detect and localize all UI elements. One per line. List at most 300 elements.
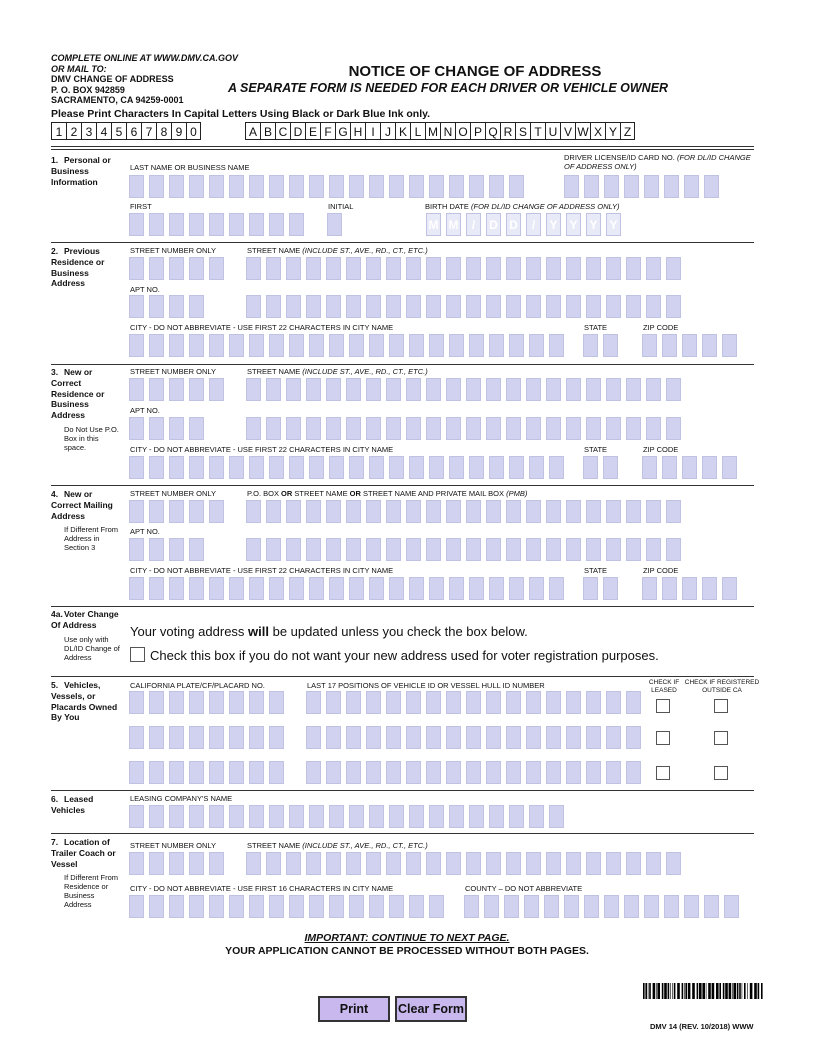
character-box[interactable]	[545, 537, 562, 562]
character-box[interactable]	[168, 894, 185, 919]
character-box[interactable]	[285, 294, 302, 319]
character-box[interactable]	[128, 294, 145, 319]
character-box[interactable]	[503, 894, 520, 919]
character-box[interactable]	[665, 256, 682, 281]
character-box[interactable]	[345, 690, 362, 715]
character-box[interactable]	[625, 294, 642, 319]
birth-date-box[interactable]: M	[445, 212, 462, 237]
character-box[interactable]	[128, 576, 145, 601]
character-box[interactable]	[445, 499, 462, 524]
character-box[interactable]	[305, 537, 322, 562]
birth-date-box[interactable]: M	[425, 212, 442, 237]
character-box[interactable]	[268, 894, 285, 919]
character-box[interactable]	[683, 894, 700, 919]
character-box[interactable]	[585, 377, 602, 402]
birth-date-box[interactable]: Y	[565, 212, 582, 237]
character-box[interactable]	[488, 804, 505, 829]
character-box[interactable]	[245, 499, 262, 524]
character-box[interactable]	[525, 760, 542, 785]
birth-date-box[interactable]: Y	[545, 212, 562, 237]
new-state-field[interactable]	[582, 455, 622, 480]
character-box[interactable]	[625, 851, 642, 876]
character-box[interactable]	[508, 804, 525, 829]
character-box[interactable]	[365, 690, 382, 715]
character-box[interactable]	[505, 760, 522, 785]
character-box[interactable]	[168, 804, 185, 829]
character-box[interactable]	[505, 725, 522, 750]
character-box[interactable]	[448, 455, 465, 480]
character-box[interactable]	[508, 455, 525, 480]
character-box[interactable]	[445, 256, 462, 281]
character-box[interactable]	[348, 333, 365, 358]
character-box[interactable]	[208, 174, 225, 199]
outside-ca-checkbox-1[interactable]	[714, 699, 728, 713]
character-box[interactable]	[525, 725, 542, 750]
character-box[interactable]	[505, 294, 522, 319]
character-box[interactable]	[445, 537, 462, 562]
character-box[interactable]	[208, 760, 225, 785]
character-box[interactable]	[465, 499, 482, 524]
character-box[interactable]	[585, 725, 602, 750]
character-box[interactable]	[365, 416, 382, 441]
character-box[interactable]	[425, 499, 442, 524]
character-box[interactable]	[288, 455, 305, 480]
character-box[interactable]	[228, 690, 245, 715]
birth-date-box[interactable]: /	[525, 212, 542, 237]
character-box[interactable]	[445, 416, 462, 441]
character-box[interactable]	[325, 294, 342, 319]
character-box[interactable]	[448, 174, 465, 199]
character-box[interactable]	[681, 333, 698, 358]
character-box[interactable]	[265, 537, 282, 562]
character-box[interactable]	[585, 760, 602, 785]
character-box[interactable]	[305, 690, 322, 715]
character-box[interactable]	[405, 499, 422, 524]
character-box[interactable]	[445, 760, 462, 785]
character-box[interactable]	[663, 894, 680, 919]
mail-street-name-field[interactable]	[245, 499, 685, 524]
character-box[interactable]	[308, 455, 325, 480]
birth-date-box[interactable]: D	[485, 212, 502, 237]
location-county-field[interactable]	[463, 894, 743, 919]
character-box[interactable]	[345, 256, 362, 281]
character-box[interactable]	[288, 212, 305, 237]
character-box[interactable]	[585, 690, 602, 715]
character-box[interactable]	[408, 174, 425, 199]
character-box[interactable]	[288, 333, 305, 358]
character-box[interactable]	[325, 851, 342, 876]
character-box[interactable]	[365, 294, 382, 319]
character-box[interactable]	[625, 760, 642, 785]
character-box[interactable]	[168, 174, 185, 199]
character-box[interactable]	[305, 416, 322, 441]
character-box[interactable]	[188, 725, 205, 750]
character-box[interactable]	[605, 690, 622, 715]
voter-opt-out-checkbox[interactable]	[130, 647, 145, 662]
character-box[interactable]	[265, 256, 282, 281]
character-box[interactable]	[405, 760, 422, 785]
character-box[interactable]	[208, 256, 225, 281]
character-box[interactable]	[468, 804, 485, 829]
character-box[interactable]	[148, 333, 165, 358]
mail-city-field[interactable]	[128, 576, 568, 601]
character-box[interactable]	[523, 894, 540, 919]
character-box[interactable]	[505, 690, 522, 715]
character-box[interactable]	[465, 537, 482, 562]
character-box[interactable]	[701, 576, 718, 601]
character-box[interactable]	[405, 416, 422, 441]
vin-field-2[interactable]	[305, 725, 645, 750]
character-box[interactable]	[681, 455, 698, 480]
birth-date-field[interactable]	[425, 212, 625, 237]
prev-state-field[interactable]	[582, 333, 622, 358]
character-box[interactable]	[188, 537, 205, 562]
character-box[interactable]	[248, 894, 265, 919]
character-box[interactable]	[425, 851, 442, 876]
character-box[interactable]	[188, 576, 205, 601]
plate-field-2[interactable]	[128, 725, 288, 750]
leased-checkbox-3[interactable]	[656, 766, 670, 780]
character-box[interactable]	[405, 690, 422, 715]
outside-ca-checkbox-2[interactable]	[714, 731, 728, 745]
character-box[interactable]	[625, 725, 642, 750]
character-box[interactable]	[445, 725, 462, 750]
character-box[interactable]	[248, 333, 265, 358]
leased-checkbox-1[interactable]	[656, 699, 670, 713]
character-box[interactable]	[525, 499, 542, 524]
character-box[interactable]	[605, 725, 622, 750]
character-box[interactable]	[428, 333, 445, 358]
character-box[interactable]	[508, 174, 525, 199]
character-box[interactable]	[268, 455, 285, 480]
character-box[interactable]	[548, 333, 565, 358]
character-box[interactable]	[505, 537, 522, 562]
character-box[interactable]	[468, 455, 485, 480]
character-box[interactable]	[148, 725, 165, 750]
mail-zip-field[interactable]	[641, 576, 741, 601]
character-box[interactable]	[348, 174, 365, 199]
character-box[interactable]	[625, 499, 642, 524]
character-box[interactable]	[645, 294, 662, 319]
character-box[interactable]	[368, 333, 385, 358]
character-box[interactable]	[288, 174, 305, 199]
character-box[interactable]	[148, 851, 165, 876]
character-box[interactable]	[665, 851, 682, 876]
location-street-name-field[interactable]	[245, 851, 685, 876]
character-box[interactable]	[348, 576, 365, 601]
character-box[interactable]	[148, 377, 165, 402]
character-box[interactable]	[288, 804, 305, 829]
character-box[interactable]	[565, 377, 582, 402]
character-box[interactable]	[168, 333, 185, 358]
character-box[interactable]	[128, 804, 145, 829]
character-box[interactable]	[468, 576, 485, 601]
character-box[interactable]	[308, 894, 325, 919]
outside-ca-checkbox-3[interactable]	[714, 766, 728, 780]
character-box[interactable]	[148, 416, 165, 441]
character-box[interactable]	[721, 333, 738, 358]
clear-form-button[interactable]: Clear Form	[395, 996, 467, 1022]
character-box[interactable]	[445, 851, 462, 876]
character-box[interactable]	[485, 256, 502, 281]
character-box[interactable]	[483, 894, 500, 919]
character-box[interactable]	[208, 455, 225, 480]
prev-city-field[interactable]	[128, 333, 568, 358]
character-box[interactable]	[365, 499, 382, 524]
character-box[interactable]	[508, 576, 525, 601]
character-box[interactable]	[168, 256, 185, 281]
character-box[interactable]	[148, 499, 165, 524]
character-box[interactable]	[485, 294, 502, 319]
character-box[interactable]	[148, 804, 165, 829]
character-box[interactable]	[661, 455, 678, 480]
character-box[interactable]	[268, 212, 285, 237]
character-box[interactable]	[405, 537, 422, 562]
character-box[interactable]	[128, 760, 145, 785]
character-box[interactable]	[525, 537, 542, 562]
character-box[interactable]	[385, 294, 402, 319]
character-box[interactable]	[128, 894, 145, 919]
character-box[interactable]	[248, 804, 265, 829]
character-box[interactable]	[365, 851, 382, 876]
character-box[interactable]	[445, 294, 462, 319]
character-box[interactable]	[545, 256, 562, 281]
character-box[interactable]	[563, 894, 580, 919]
character-box[interactable]	[528, 804, 545, 829]
character-box[interactable]	[328, 333, 345, 358]
character-box[interactable]	[545, 690, 562, 715]
character-box[interactable]	[248, 212, 265, 237]
character-box[interactable]	[325, 725, 342, 750]
character-box[interactable]	[228, 174, 245, 199]
character-box[interactable]	[505, 377, 522, 402]
character-box[interactable]	[325, 537, 342, 562]
character-box[interactable]	[425, 725, 442, 750]
character-box[interactable]	[525, 851, 542, 876]
character-box[interactable]	[148, 690, 165, 715]
character-box[interactable]	[465, 690, 482, 715]
character-box[interactable]	[326, 212, 343, 237]
birth-date-box[interactable]: D	[505, 212, 522, 237]
character-box[interactable]	[428, 174, 445, 199]
character-box[interactable]	[228, 333, 245, 358]
character-box[interactable]	[505, 256, 522, 281]
character-box[interactable]	[605, 256, 622, 281]
character-box[interactable]	[168, 725, 185, 750]
character-box[interactable]	[325, 256, 342, 281]
character-box[interactable]	[385, 377, 402, 402]
character-box[interactable]	[148, 174, 165, 199]
character-box[interactable]	[505, 851, 522, 876]
character-box[interactable]	[245, 537, 262, 562]
character-box[interactable]	[228, 760, 245, 785]
character-box[interactable]	[228, 212, 245, 237]
character-box[interactable]	[268, 804, 285, 829]
character-box[interactable]	[248, 576, 265, 601]
character-box[interactable]	[268, 576, 285, 601]
character-box[interactable]	[485, 851, 502, 876]
character-box[interactable]	[602, 576, 619, 601]
character-box[interactable]	[268, 690, 285, 715]
character-box[interactable]	[345, 499, 362, 524]
character-box[interactable]	[582, 455, 599, 480]
character-box[interactable]	[565, 851, 582, 876]
character-box[interactable]	[465, 725, 482, 750]
character-box[interactable]	[485, 725, 502, 750]
character-box[interactable]	[128, 212, 145, 237]
character-box[interactable]	[345, 377, 362, 402]
character-box[interactable]	[405, 377, 422, 402]
first-name-field[interactable]	[128, 212, 308, 237]
character-box[interactable]	[385, 416, 402, 441]
character-box[interactable]	[265, 294, 282, 319]
character-box[interactable]	[681, 576, 698, 601]
character-box[interactable]	[405, 725, 422, 750]
character-box[interactable]	[188, 499, 205, 524]
character-box[interactable]	[602, 455, 619, 480]
character-box[interactable]	[582, 576, 599, 601]
character-box[interactable]	[365, 725, 382, 750]
character-box[interactable]	[405, 294, 422, 319]
location-street-number-field[interactable]	[128, 851, 228, 876]
character-box[interactable]	[665, 294, 682, 319]
character-box[interactable]	[348, 894, 365, 919]
new-street-name-cont-field[interactable]	[245, 416, 685, 441]
character-box[interactable]	[388, 894, 405, 919]
dl-number-field[interactable]	[563, 174, 723, 199]
character-box[interactable]	[665, 499, 682, 524]
character-box[interactable]	[565, 725, 582, 750]
character-box[interactable]	[585, 499, 602, 524]
character-box[interactable]	[643, 894, 660, 919]
character-box[interactable]	[208, 851, 225, 876]
character-box[interactable]	[641, 576, 658, 601]
character-box[interactable]	[305, 760, 322, 785]
character-box[interactable]	[325, 377, 342, 402]
mail-street-number-field[interactable]	[128, 499, 228, 524]
character-box[interactable]	[548, 804, 565, 829]
character-box[interactable]	[625, 416, 642, 441]
character-box[interactable]	[565, 416, 582, 441]
character-box[interactable]	[388, 174, 405, 199]
character-box[interactable]	[128, 416, 145, 441]
character-box[interactable]	[305, 294, 322, 319]
character-box[interactable]	[585, 256, 602, 281]
character-box[interactable]	[408, 894, 425, 919]
character-box[interactable]	[425, 690, 442, 715]
character-box[interactable]	[683, 174, 700, 199]
character-box[interactable]	[425, 760, 442, 785]
new-street-number-field[interactable]	[128, 377, 228, 402]
character-box[interactable]	[208, 804, 225, 829]
character-box[interactable]	[585, 294, 602, 319]
character-box[interactable]	[703, 894, 720, 919]
character-box[interactable]	[405, 256, 422, 281]
character-box[interactable]	[345, 760, 362, 785]
character-box[interactable]	[468, 333, 485, 358]
character-box[interactable]	[368, 576, 385, 601]
character-box[interactable]	[623, 174, 640, 199]
character-box[interactable]	[305, 377, 322, 402]
character-box[interactable]	[188, 174, 205, 199]
character-box[interactable]	[368, 894, 385, 919]
character-box[interactable]	[228, 804, 245, 829]
leasing-company-field[interactable]	[128, 804, 568, 829]
character-box[interactable]	[661, 576, 678, 601]
character-box[interactable]	[468, 174, 485, 199]
character-box[interactable]	[208, 377, 225, 402]
character-box[interactable]	[168, 455, 185, 480]
character-box[interactable]	[385, 537, 402, 562]
character-box[interactable]	[285, 256, 302, 281]
character-box[interactable]	[703, 174, 720, 199]
character-box[interactable]	[505, 416, 522, 441]
character-box[interactable]	[565, 294, 582, 319]
character-box[interactable]	[348, 455, 365, 480]
character-box[interactable]	[445, 690, 462, 715]
character-box[interactable]	[265, 499, 282, 524]
character-box[interactable]	[325, 760, 342, 785]
character-box[interactable]	[305, 851, 322, 876]
character-box[interactable]	[148, 256, 165, 281]
prev-street-name-cont-field[interactable]	[245, 294, 685, 319]
character-box[interactable]	[661, 333, 678, 358]
character-box[interactable]	[168, 760, 185, 785]
character-box[interactable]	[641, 333, 658, 358]
character-box[interactable]	[528, 333, 545, 358]
character-box[interactable]	[328, 576, 345, 601]
character-box[interactable]	[188, 333, 205, 358]
character-box[interactable]	[445, 377, 462, 402]
character-box[interactable]	[723, 894, 740, 919]
character-box[interactable]	[385, 690, 402, 715]
character-box[interactable]	[385, 760, 402, 785]
character-box[interactable]	[641, 455, 658, 480]
vin-field-3[interactable]	[305, 760, 645, 785]
character-box[interactable]	[345, 416, 362, 441]
character-box[interactable]	[583, 174, 600, 199]
character-box[interactable]	[428, 894, 445, 919]
character-box[interactable]	[208, 894, 225, 919]
character-box[interactable]	[188, 851, 205, 876]
character-box[interactable]	[385, 256, 402, 281]
character-box[interactable]	[148, 537, 165, 562]
character-box[interactable]	[582, 333, 599, 358]
character-box[interactable]	[385, 725, 402, 750]
character-box[interactable]	[645, 377, 662, 402]
character-box[interactable]	[345, 537, 362, 562]
character-box[interactable]	[248, 174, 265, 199]
birth-date-box[interactable]: Y	[585, 212, 602, 237]
character-box[interactable]	[408, 455, 425, 480]
character-box[interactable]	[565, 537, 582, 562]
character-box[interactable]	[365, 256, 382, 281]
character-box[interactable]	[268, 725, 285, 750]
character-box[interactable]	[328, 455, 345, 480]
character-box[interactable]	[305, 499, 322, 524]
character-box[interactable]	[545, 377, 562, 402]
character-box[interactable]	[168, 416, 185, 441]
character-box[interactable]	[188, 256, 205, 281]
character-box[interactable]	[208, 333, 225, 358]
character-box[interactable]	[428, 455, 445, 480]
character-box[interactable]	[245, 294, 262, 319]
character-box[interactable]	[465, 760, 482, 785]
character-box[interactable]	[265, 851, 282, 876]
character-box[interactable]	[488, 333, 505, 358]
character-box[interactable]	[545, 760, 562, 785]
character-box[interactable]	[425, 294, 442, 319]
